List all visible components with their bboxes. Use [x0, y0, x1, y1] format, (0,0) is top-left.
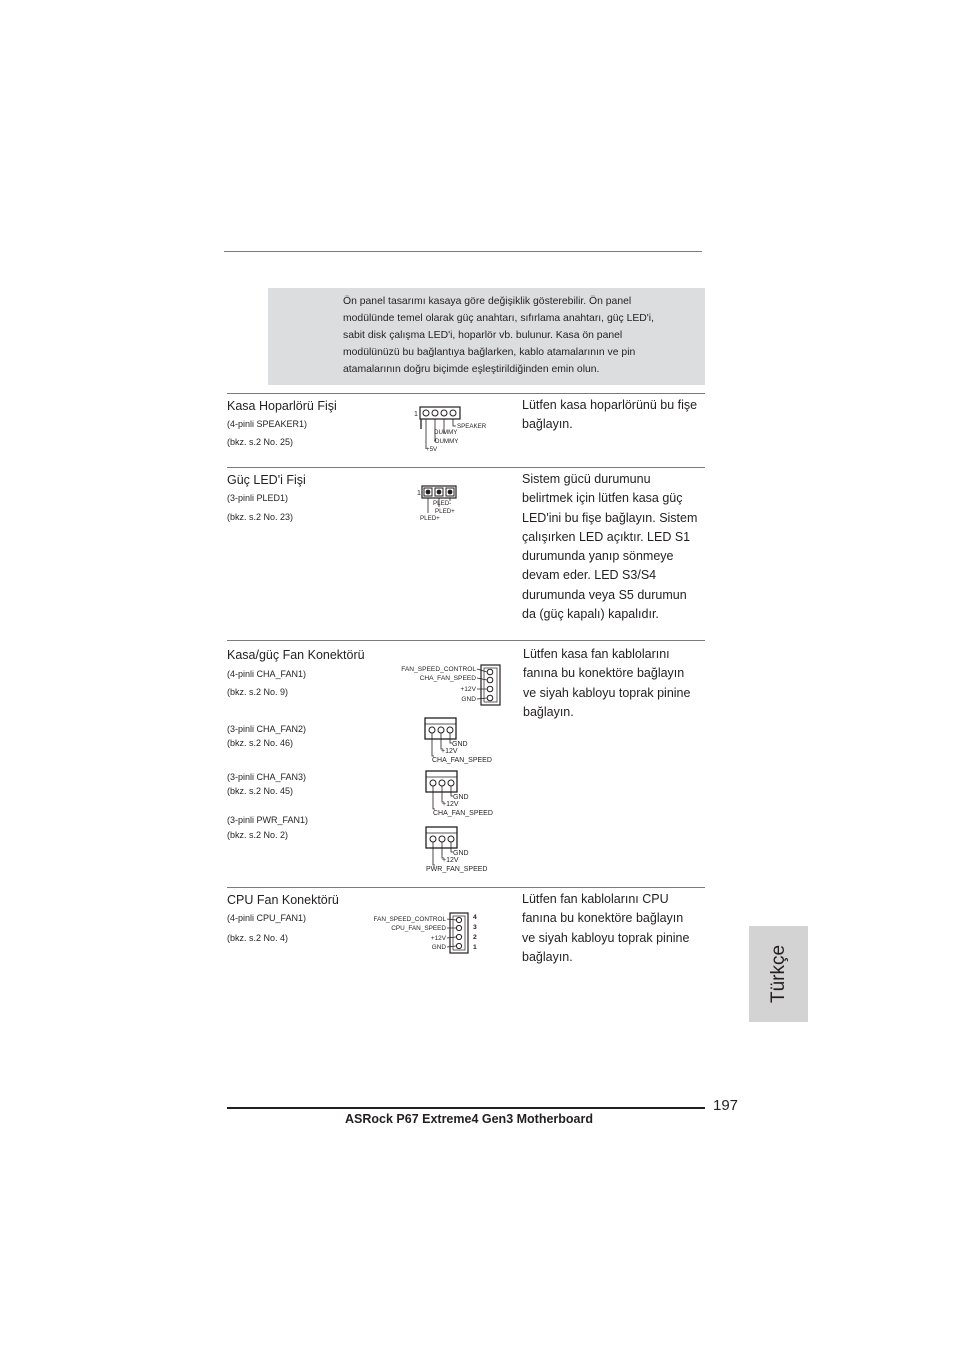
desc-line: fanına bu konektöre bağlayın — [523, 666, 685, 681]
speaker-description — [522, 396, 697, 435]
desc-line: Lütfen kasa hoparlörünü bu fişe — [522, 398, 698, 412]
cpufan-connector-diagram — [365, 910, 485, 955]
diagram-label: CPU_FAN_SPEED — [391, 925, 446, 932]
pwrfan-connector-diagram — [423, 825, 503, 875]
chafan-description — [523, 645, 690, 722]
chafan2-connector-diagram — [422, 716, 502, 766]
note-line: atamalarının doğru biçimde eşleştirildiğinden emin olun. — [343, 364, 600, 375]
diagram-label: FAN_SPEED_CONTROL — [373, 916, 446, 923]
note-line: Ön panel tasarımı kasaya göre değişiklik gösterebilir. Ön panel — [343, 296, 632, 307]
diagram-label: PWR_FAN_SPEED — [426, 866, 488, 873]
desc-line: LED'ini bu fişe bağlayın. Sistem — [522, 510, 698, 525]
desc-line: da (güç kapalı) kapalıdır. — [522, 607, 659, 622]
pwrfan-ref: (bkz. s.2 No. 2) — [227, 830, 289, 840]
diagram-label: +5V — [426, 446, 438, 453]
diagram-label: FAN_SPEED_CONTROL — [401, 666, 476, 673]
chafan1-pins: (4-pinli CHA_FAN1) — [227, 669, 307, 679]
desc-line: Lütfen fan kablolarını CPU — [522, 892, 669, 906]
diagram-label: CHA_FAN_SPEED — [433, 810, 493, 817]
diagram-label: CHA_FAN_SPEED — [419, 675, 476, 682]
diagram-label: GND — [431, 944, 446, 951]
note-line: modülünüzü bu bağlantıya bağlarken, kablo atamalarının ve pin — [343, 347, 636, 358]
chafan1-ref: (bkz. s.2 No. 9) — [227, 687, 289, 697]
top-rule — [224, 251, 702, 252]
diagram-label: +12V — [430, 935, 446, 942]
diagram-label: CHA_FAN_SPEED — [432, 757, 492, 764]
cpufan-description — [522, 890, 689, 967]
desc-line: devam eder. LED S3/S4 — [522, 568, 657, 583]
desc-line: bağlayın. — [522, 949, 573, 964]
chafan2-ref: (bkz. s.2 No. 46) — [227, 738, 294, 748]
section-rule — [227, 640, 705, 641]
diagram-label: PLED+ — [435, 508, 455, 515]
desc-line: Sistem gücü durumunu — [522, 472, 651, 486]
language-tab — [749, 926, 808, 1022]
desc-line: durumunda veya S5 durumun — [522, 587, 687, 602]
diagram-label: DUMMY — [435, 438, 459, 445]
footer-rule — [227, 1107, 705, 1109]
pin-number: 1 — [473, 944, 477, 951]
pin-number: 2 — [473, 934, 477, 941]
diagram-label: GND — [452, 741, 468, 748]
desc-line: ve siyah kabloyu toprak pinine — [523, 685, 691, 700]
pled-connector-diagram — [414, 483, 474, 523]
cpufan-pins: (4-pinli CPU_FAN1) — [227, 913, 307, 923]
diagram-label: SPEAKER — [457, 423, 487, 430]
cpufan-title: CPU Fan Konektörü — [227, 893, 339, 907]
section-rule — [227, 887, 705, 888]
chafan-title: Kasa/güç Fan Konektörü — [227, 648, 365, 662]
note-line: sabit disk çalışma LED'i, hoparlör vb. bulunur. Kasa ön panel — [343, 330, 623, 341]
diagram-label: DUMMY — [434, 429, 458, 436]
pled-ref: (bkz. s.2 No. 23) — [227, 512, 294, 522]
footer-title: ASRock P67 Extreme4 Gen3 Motherboard — [345, 1112, 593, 1126]
cpufan-ref: (bkz. s.2 No. 4) — [227, 933, 289, 943]
diagram-label: GND — [453, 794, 469, 801]
diagram-label: GND — [461, 696, 476, 703]
pled-title: Güç LED'i Fişi — [227, 473, 306, 487]
chafan2-pins: (3-pinli CHA_FAN2) — [227, 724, 307, 734]
diagram-label: +12V — [442, 857, 459, 864]
pled-pins: (3-pinli PLED1) — [227, 493, 289, 503]
diagram-label: +12V — [441, 748, 458, 755]
note-line: modülünde temel olarak güç anahtarı, sıfırlama anahtarı, güç LED'i, — [343, 313, 654, 324]
desc-line: ve siyah kabloyu toprak pinine — [522, 930, 690, 945]
desc-line: bağlayın. — [523, 704, 574, 719]
section-rule — [227, 393, 705, 394]
diagram-label: PLED- — [433, 500, 452, 507]
note-text — [343, 293, 695, 378]
pin-number: 4 — [473, 914, 477, 921]
diagram-label: GND — [453, 850, 469, 857]
desc-line: fanına bu konektöre bağlayın — [522, 911, 684, 926]
speaker-connector-diagram — [412, 404, 492, 456]
pwrfan-pins: (3-pinli PWR_FAN1) — [227, 815, 309, 825]
diagram-label: +12V — [460, 686, 476, 693]
chafan3-pins: (3-pinli CHA_FAN3) — [227, 772, 307, 782]
language-tab-label: Türkçe — [767, 944, 789, 1004]
pin1-label: 1 — [417, 490, 421, 497]
speaker-title: Kasa Hoparlörü Fişi — [227, 399, 337, 413]
desc-line: Lütfen kasa fan kablolarını — [523, 647, 670, 661]
pled-description — [522, 470, 697, 624]
speaker-ref: (bkz. s.2 No. 25) — [227, 437, 294, 447]
desc-line: belirtmek için lütfen kasa güç — [522, 491, 683, 506]
page-number: 197 — [713, 1097, 739, 1114]
pin1-label: 1 — [414, 411, 418, 418]
chafan1-connector-diagram — [388, 661, 503, 708]
section-rule — [227, 467, 705, 468]
diagram-label: +12V — [442, 801, 459, 808]
pin-number: 3 — [473, 924, 477, 931]
desc-line: çalışırken LED açıktır. LED S1 — [522, 529, 691, 544]
chafan3-connector-diagram — [423, 769, 503, 819]
desc-line: bağlayın. — [522, 417, 573, 432]
diagram-label: PLED+ — [420, 515, 440, 522]
chafan3-ref: (bkz. s.2 No. 45) — [227, 786, 294, 796]
speaker-pins: (4-pinli SPEAKER1) — [227, 419, 308, 429]
desc-line: durumunda yanıp sönmeye — [522, 549, 674, 564]
